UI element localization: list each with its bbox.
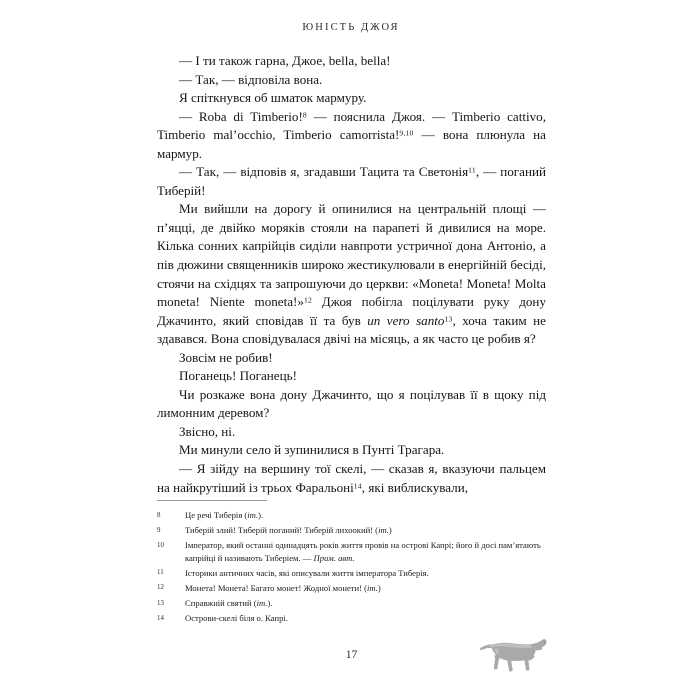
footnote-text [185,597,546,610]
walking-dog-icon [478,634,550,680]
footnote-marker[interactable]: 8 [302,110,307,120]
paragraph [157,367,546,386]
paragraph [157,71,546,90]
footnote-separator-rule [157,500,267,501]
running-head: ЮНІСТЬ ДЖОЯ [302,22,400,33]
paragraph-text: , хоча таким не здавався. Вона сповідувалася двічі на місяць, а як часто це робив я? [157,312,546,347]
paragraph [157,386,546,423]
paragraph [157,52,546,71]
footnote-text-pre: Тиберій злий! Тиберій поганий! Тиберій лихоокий! ( [185,525,379,536]
footnote-text [185,539,546,564]
paragraph-text: Звісно, ні. [179,423,236,439]
footnote-list [157,509,546,627]
footnote-item [157,612,546,625]
paragraph-text: Ми минули село й зупинилися в Пунті Трагара. [179,442,445,458]
footnote-text [185,524,546,537]
paragraph [157,423,546,442]
paragraph-text: — вона плюнула на мармур. [157,127,546,161]
paragraph-text: — Roba di Timberio! [179,108,303,124]
footnote-item [157,524,546,537]
footnote-text [185,582,546,595]
paragraph [157,349,546,368]
paragraph [157,200,546,348]
footnote-marker[interactable]: 13 [444,314,453,324]
footnote-number: 14 [157,614,164,622]
paragraph-text: — Я зійду на вершину тої скелі, — сказав я, вказуючи пальцем на найкрутіший із трьох Фаральоні [157,461,546,495]
footnote-marker[interactable]: 9,10 [399,128,414,138]
footnote-marker[interactable]: 14 [353,481,362,491]
footnote-text-pre: Острови-скелі біля о. Капрі. [185,613,288,624]
footnote-language-tag: іт. [367,582,378,593]
paragraph-text: , які виблискували, [361,479,468,495]
footnote-language-tag: іт. [378,525,389,536]
footnote-text-pre: Справжній святий ( [185,598,257,609]
footnote-number: 9 [157,526,161,534]
footnote-text-post: ) [377,582,381,593]
footnote-number: 12 [157,584,164,592]
footnote-text-pre: Монета! Монета! Багато монет! Жодної монети! ( [185,582,368,593]
footnote-marker[interactable]: 11 [468,165,476,175]
paragraph [157,441,546,460]
footnote-text-post: ) [388,525,392,536]
paragraph-text: Джоя побігла поцілувати руку дону Джачинто, який сповідав її та був [157,294,546,328]
footnote-number: 10 [157,541,164,549]
footnote-number: 8 [157,511,161,519]
paragraph [157,89,546,108]
footnote-text [185,567,546,580]
footnote-item [157,509,546,522]
paragraph [157,460,546,497]
paragraph-text: Ми вийшли на дорогу й опинилися на центральній площі — п’яцці, де двійко моряків стояли на парапеті й дивилися на море. Кілька сонних капрійців сиділи навпроти устричної дона Антоніо, а пів дюжини священників широко жестикулювали в енергійній бесіді, стоячи на східцях та запрошуючи до церкви: «Moneta! Moneta! Molta moneta! Niente moneta!» [157,201,546,310]
paragraph-text: , — поганий Тиберій! [157,164,547,198]
footnote-text [185,509,546,522]
paragraph-text: Поганець! Поганець! [179,368,297,384]
footnote-text-pre: Історики античних часів, які описували життя імператора Тиберія. [185,567,429,578]
body-text-block [157,52,546,497]
paragraph [157,108,546,164]
footnote-text [185,612,546,625]
footnote-text-post: ). [267,598,273,609]
paragraph-text: — Так, — відповіла вона. [179,71,323,87]
paragraph-text: Чи розкаже вона дону Джачинто, що я поцілував її в щоку під лимонним деревом? [157,386,546,421]
footnote-number: 11 [157,569,164,577]
paragraph-text: — пояснила Джоя. — Timberio cattivo, Timberio mal’occhio, Timberio camorrista! [157,108,546,143]
paragraph [157,163,546,200]
footnote-item [157,567,546,580]
paragraph-text: Зовсім не робив! [179,349,273,365]
page-number: 17 [345,648,358,661]
footnote-text-post: ). [258,510,264,520]
footnote-number: 13 [157,599,164,607]
footnote-item [157,539,546,564]
footnote-marker[interactable]: 12 [303,295,312,305]
footnote-language-tag: іт. [247,510,259,520]
footnote-attribution: Прим. авт. [313,552,355,563]
paragraph-text: Я спіткнувся об шматок мармуру. [179,90,367,106]
footnote-text-pre: Це речі Тиберія ( [185,510,248,520]
foreign-phrase: un vero santo [367,312,445,328]
footnote-language-tag: іт. [256,598,268,609]
footnote-text-pre: Імператор, який останні одинадцять років життя провів на острові Капрі; його й досі пам’ятають капрійці й називають Тиберіем. — [185,540,541,563]
paragraph-text: — І ти також гарна, Джое, bella, bella! [179,53,391,68]
footnote-item [157,582,546,595]
paragraph-text: — Так, — відповів я, згадавши Тацита та Светонія [179,164,469,180]
footnote-item [157,597,546,610]
